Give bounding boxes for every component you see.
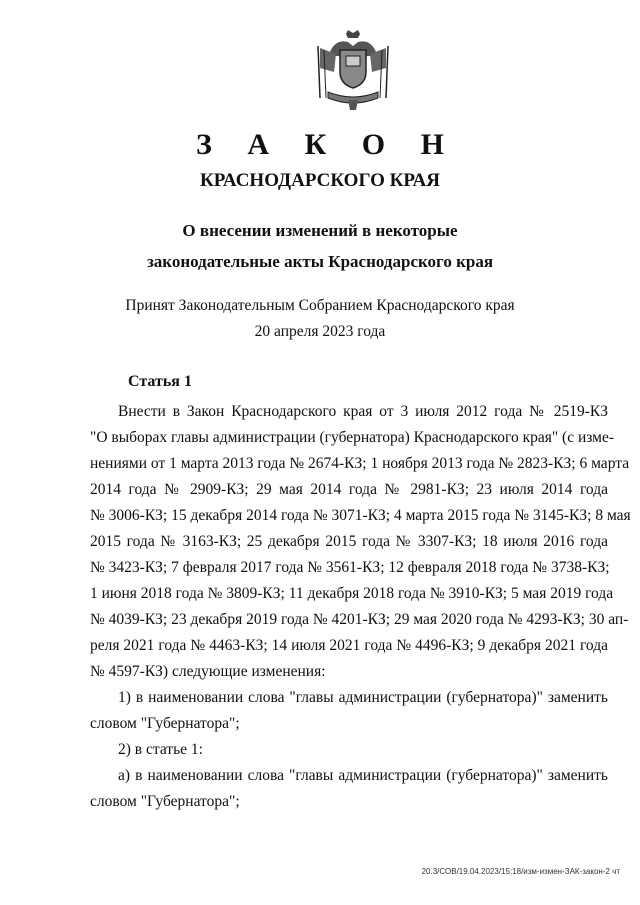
body-line: реля 2021 года № 4463-КЗ; 14 июля 2021 года № 4496-КЗ; 9 декабря 2021 года — [90, 637, 608, 654]
body-line: словом "Губернатора"; — [90, 715, 240, 732]
document-code-footer: 20.3/СОВ/19.04.2023/15:18/изм-измен-ЗАК-закон-2 чт — [421, 867, 620, 876]
body-line: нениями от 1 марта 2013 года № 2674-КЗ; 1 ноября 2013 года № 2823-КЗ; 6 марта — [90, 455, 630, 472]
law-title: З А К О Н — [196, 128, 458, 161]
law-heading-line-1: О внесении изменений в некоторые — [182, 221, 458, 240]
body-line: 1 июня 2018 года № 3809-КЗ; 11 декабря 2018 года № 3910-КЗ; 5 мая 2019 года — [90, 585, 614, 602]
body-line: а) в наименовании слова "главы администрации (губернатора)" заменить — [118, 767, 608, 784]
body-line: 2015 года № 3163-КЗ; 25 декабря 2015 года № 3307-КЗ; 18 июля 2016 года — [90, 533, 608, 550]
body-line: 1) в наименовании слова "главы администрации (губернатора)" заменить — [118, 689, 608, 706]
body-line: Внести в Закон Краснодарского края от 3 июля 2012 года № 2519-КЗ — [118, 403, 608, 420]
body-line: 2) в статье 1: — [118, 741, 203, 758]
article-title: Статья 1 — [128, 373, 192, 390]
adopted-by-line: Принят Законодательным Собранием Краснодарского края — [125, 297, 515, 314]
coat-of-arms-emblem — [308, 28, 398, 112]
body-line: словом "Губернатора"; — [90, 793, 240, 810]
region-title: КРАСНОДАРСКОГО КРАЯ — [199, 170, 441, 191]
body-line: "О выборах главы администрации (губернатора) Краснодарского края" (с изме- — [90, 429, 615, 446]
adoption-date: 20 апреля 2023 года — [254, 323, 386, 340]
body-line: № 3423-КЗ; 7 февраля 2017 года № 3561-КЗ; 12 февраля 2018 года № 3738-КЗ; — [90, 559, 610, 576]
body-line: № 4597-КЗ) следующие изменения: — [90, 663, 326, 680]
body-line: № 4039-КЗ; 23 декабря 2019 года № 4201-КЗ; 29 мая 2020 года № 4293-КЗ; 30 ап- — [90, 611, 629, 628]
body-line: 2014 года № 2909-КЗ; 29 мая 2014 года № 2981-КЗ; 23 июля 2014 года — [90, 481, 608, 498]
law-heading-line-2: законодательные акты Краснодарского края — [146, 252, 494, 271]
body-line: № 3006-КЗ; 15 декабря 2014 года № 3071-КЗ; 4 марта 2015 года № 3145-КЗ; 8 мая — [90, 507, 631, 524]
